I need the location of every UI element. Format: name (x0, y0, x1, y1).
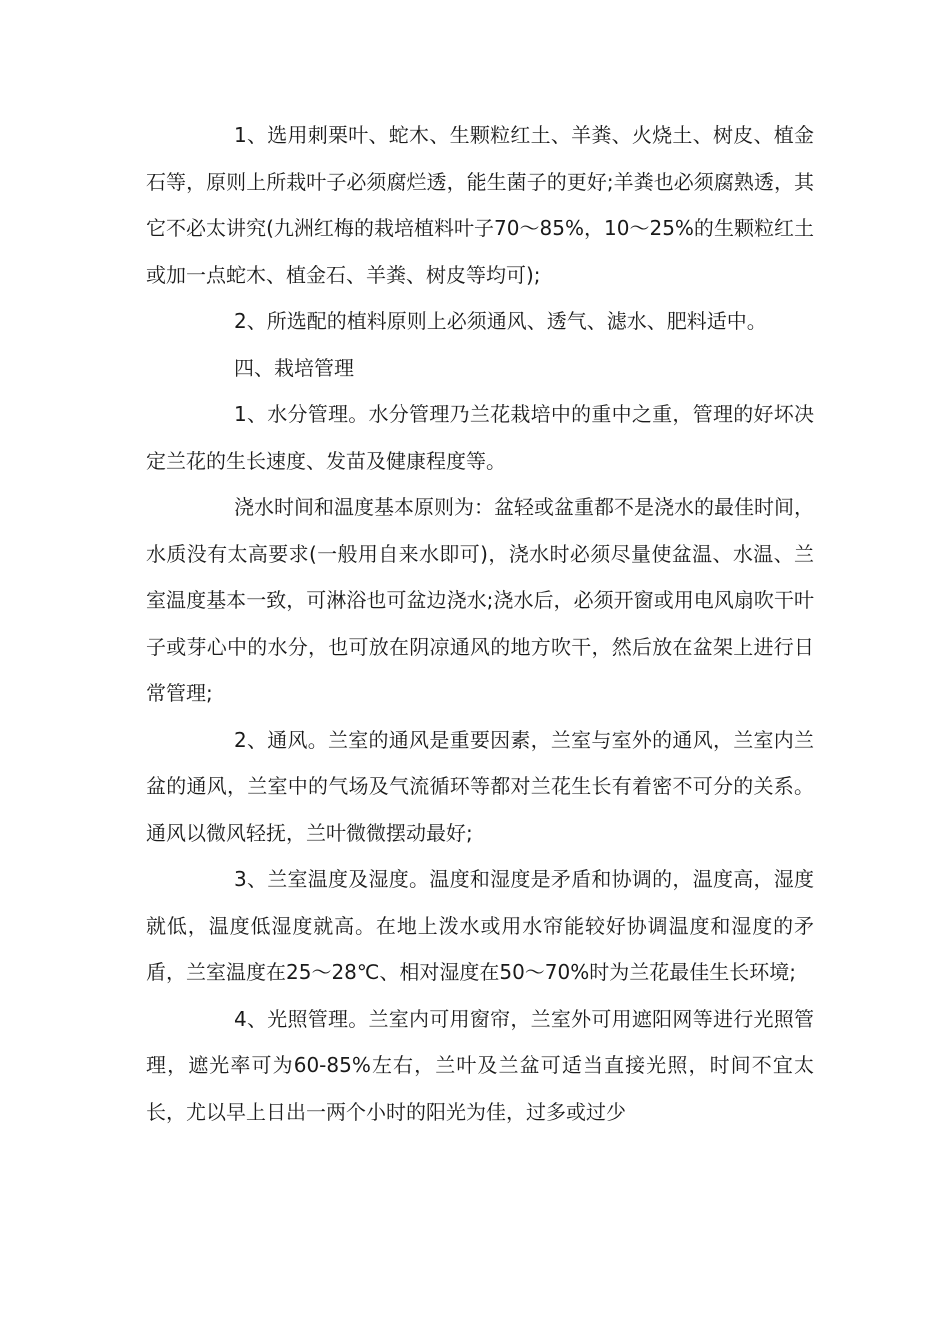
paragraph-substrate-principle: 2、所选配的植料原则上必须通风、透气、滤水、肥料适中。 (234, 309, 767, 333)
document-body (146, 112, 814, 1135)
paragraph-watering-principles: 浇水时间和温度基本原则为：盆轻或盆重都不是浇水的最佳时间，水质没有太高要求(一般用自来水即可)，浇水时必须尽量使盆温、水温、兰室温度基本一致，可淋浴也可盆边浇水;浇水后，必须开窗或用电风扇吹干叶子或芽心中的水分，也可放在阴凉通风的地方吹干，然后放在盆架上进行日常管理; (146, 495, 814, 705)
paragraph-water-management: 1、水分管理。水分管理乃兰花栽培中的重中之重，管理的好坏决定兰花的生长速度、发苗及健康程度等。 (146, 402, 814, 473)
paragraph-ventilation: 2、通风。兰室的通风是重要因素，兰室与室外的通风，兰室内兰盆的通风，兰室中的气场及气流循环等都对兰花生长有着密不可分的关系。通风以微风轻抚，兰叶微微摆动最好; (146, 727, 814, 845)
section-heading-cultivation: 四、栽培管理 (234, 355, 354, 380)
paragraph-light-management: 4、光照管理。兰室内可用窗帘，兰室外可用遮阳网等进行光照管理，遮光率可为60-85%左右，兰叶及兰盆可适当直接光照，时间不宜太长，尤以早上日出一两个小时的阳光为佳，过多或过少 (146, 1006, 814, 1124)
paragraph-substrate-materials: 1、选用刺栗叶、蛇木、生颗粒红土、羊粪、火烧土、树皮、植金石等，原则上所栽叶子必须腐烂透，能生菌子的更好;羊粪也必须腐熟透，其它不必太讲究(九洲红梅的栽培植料叶子70～85%，10～25%的生颗粒红土或加一点蛇木、植金石、羊粪、树皮等均可); (146, 123, 814, 287)
paragraph-temperature-humidity: 3、兰室温度及湿度。温度和湿度是矛盾和协调的，温度高，湿度就低，温度低湿度就高。在地上泼水或用水帘能较好协调温度和湿度的矛盾，兰室温度在25～28℃、相对湿度在50～70%时为兰花最佳生长环境; (146, 867, 814, 984)
